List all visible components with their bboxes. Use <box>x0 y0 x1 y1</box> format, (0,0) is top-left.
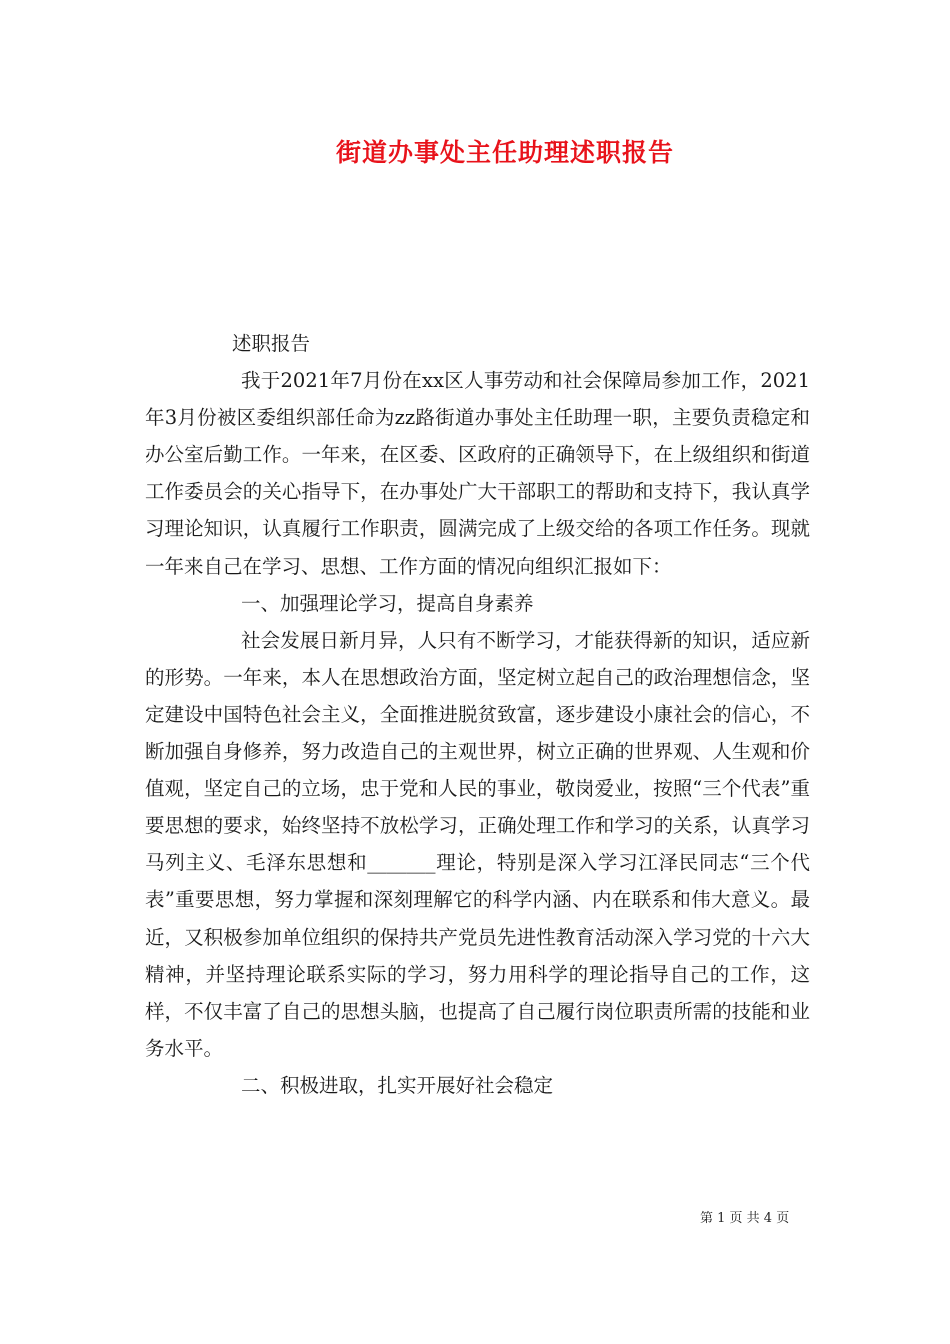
document-title: 街道办事处主任助理述职报告 <box>335 138 674 167</box>
document-body <box>145 325 810 1104</box>
report-label: 述职报告 <box>232 332 311 355</box>
paragraph-intro: 我于2021年7月份在xx区人事劳动和社会保障局参加工作，2021年3月份被区委组织部任命为zz路街道办事处主任助理一职，主要负责稳定和办公室后勤工作。一年来，在区委、区政府的正确领导下，在上级组织和街道工作委员会的关心指导下，在办事处广大干部职工的帮助和支持下，我认真学习理论知识，认真履行工作职责，圆满完成了上级交给的各项工作任务。现就一年来自己在学习、思想、工作方面的情况向组织汇报如下： <box>145 369 810 578</box>
section-heading-2: 二、积极进取，扎实开展好社会稳定 <box>241 1073 554 1097</box>
page-number: 第 1 页 共 4 页 <box>700 1211 790 1226</box>
section-heading-1: 一、加强理论学习，提高自身素养 <box>241 591 534 615</box>
paragraph-study: 社会发展日新月异，人只有不断学习，才能获得新的知识，适应新的形势。一年来，本人在思想政治方面，坚定树立起自己的政治理想信念，坚定建设中国特色社会主义，全面推进脱贫致富，逐步建设小康社会的信心，不断加强自身修养，努力改造自己的主观世界，树立正确的世界观、人生观和价值观，坚定自己的立场，忠于党和人民的事业，敬岗爱业，按照“三个代表”重要思想的要求，始终坚持不放松学习，正确处理工作和学习的关系，认真学习马列主义、毛泽东思想和_______理论，特别是深入学习江泽民同志“三个代表”重要思想，努力掌握和深刻理解它的科学内涵、内在联系和伟大意义。最近，又积极参加单位组织的保持共产党员先进性教育活动深入学习党的十六大精神，并坚持理论联系实际的学习，努力用科学的理论指导自己的工作，这样，不仅丰富了自己的思想头脑，也提高了自己履行岗位职责所需的技能和业务水平。 <box>145 628 810 1060</box>
